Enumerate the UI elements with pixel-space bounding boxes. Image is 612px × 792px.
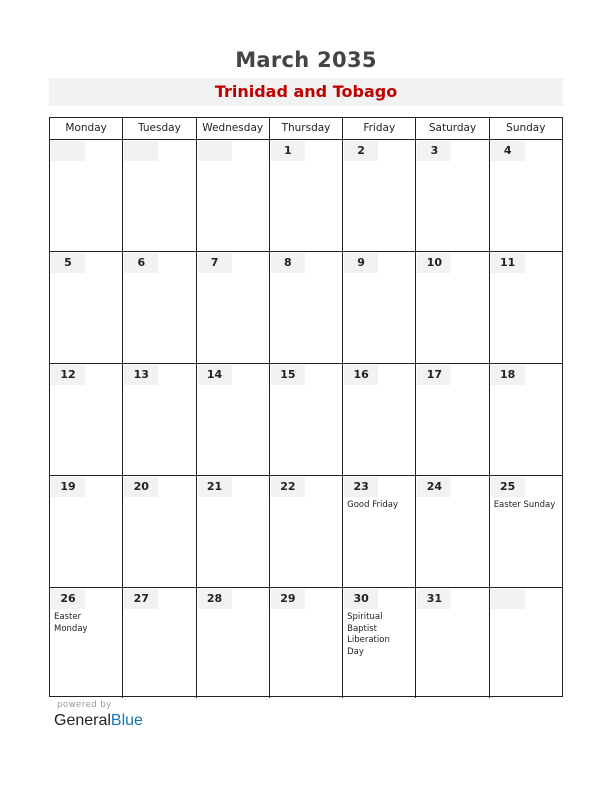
day-cell (343, 588, 416, 698)
brand-general: General (54, 712, 111, 729)
day-number: 7 (198, 253, 232, 273)
day-number: 21 (198, 477, 232, 497)
week-row (50, 588, 562, 698)
day-number: 26 (51, 589, 85, 609)
powered-by-label: powered by (57, 700, 112, 710)
week-row (50, 252, 562, 364)
weekday-header: Monday (50, 118, 123, 139)
holiday-label: Easter Monday (54, 612, 88, 634)
day-cell (50, 588, 123, 698)
holiday-label: Good Friday (347, 500, 398, 510)
day-number (198, 141, 232, 161)
day-number: 6 (124, 253, 158, 273)
day-number: 25 (491, 477, 525, 497)
day-number (51, 141, 85, 161)
day-cell (270, 476, 343, 587)
day-number: 28 (198, 589, 232, 609)
weekday-header: Sunday (506, 122, 546, 134)
day-cell (197, 364, 270, 475)
day-cell (123, 588, 196, 698)
day-cell (123, 140, 196, 251)
day-cell (50, 252, 123, 363)
day-cell (197, 252, 270, 363)
day-number: 31 (417, 589, 451, 609)
holiday-label: Easter Sunday (493, 500, 556, 510)
weekday-header: Friday (343, 118, 416, 139)
day-cell (270, 588, 343, 698)
day-cell (50, 476, 123, 587)
day-cell (416, 140, 489, 251)
day-number: 18 (491, 365, 525, 385)
day-number: 10 (417, 253, 451, 273)
day-cell (416, 476, 489, 587)
day-cell (197, 140, 270, 251)
weekday-header: Tuesday (123, 118, 196, 139)
day-number: 30 (344, 589, 378, 609)
day-cell (343, 364, 416, 475)
day-cell (490, 476, 562, 587)
week-row (50, 364, 562, 476)
day-cell (490, 252, 562, 363)
day-number: 11 (491, 253, 525, 273)
day-number: 23 (344, 477, 378, 497)
day-cell (123, 364, 196, 475)
day-cell (123, 252, 196, 363)
day-number: 9 (344, 253, 378, 273)
day-number: 12 (51, 365, 85, 385)
brand-logo (54, 712, 143, 730)
day-number: 27 (124, 589, 158, 609)
day-cell (50, 364, 123, 475)
weekday-header-row (50, 118, 562, 140)
day-cell (343, 140, 416, 251)
day-number: 29 (271, 589, 305, 609)
day-cell (490, 364, 562, 475)
weekday-header: Saturday (416, 118, 489, 139)
day-number: 8 (271, 253, 305, 273)
day-cell (416, 588, 489, 698)
day-number: 3 (417, 141, 451, 161)
day-cell (343, 476, 416, 587)
week-row (50, 140, 562, 252)
day-number: 17 (417, 365, 451, 385)
day-number: 4 (491, 141, 525, 161)
day-number: 24 (417, 477, 451, 497)
day-number: 5 (51, 253, 85, 273)
weekday-header: Wednesday (197, 118, 270, 139)
week-row (50, 476, 562, 588)
weekday-header: Thursday (270, 118, 343, 139)
holiday-label: Spiritual Baptist Liberation Day (347, 612, 390, 657)
day-number: 2 (344, 141, 378, 161)
day-cell (343, 252, 416, 363)
day-number: 14 (198, 365, 232, 385)
day-number: 1 (271, 141, 305, 161)
day-number: 22 (271, 477, 305, 497)
day-cell (270, 252, 343, 363)
country-title: Trinidad and Tobago (49, 78, 563, 106)
day-number: 16 (344, 365, 378, 385)
day-cell (270, 140, 343, 251)
page-title: March 2035 (235, 48, 377, 72)
day-number: 15 (271, 365, 305, 385)
day-cell (270, 364, 343, 475)
day-cell (490, 140, 562, 251)
day-cell (490, 588, 562, 698)
calendar-grid (49, 117, 563, 697)
day-cell (197, 588, 270, 698)
day-number (491, 589, 525, 609)
day-number (124, 141, 158, 161)
day-cell (197, 476, 270, 587)
brand-blue: Blue (110, 712, 143, 729)
day-cell (416, 252, 489, 363)
day-cell (123, 476, 196, 587)
day-cell (50, 140, 123, 251)
day-number: 20 (124, 477, 158, 497)
day-cell (416, 364, 489, 475)
day-number: 13 (124, 365, 158, 385)
day-number: 19 (51, 477, 85, 497)
